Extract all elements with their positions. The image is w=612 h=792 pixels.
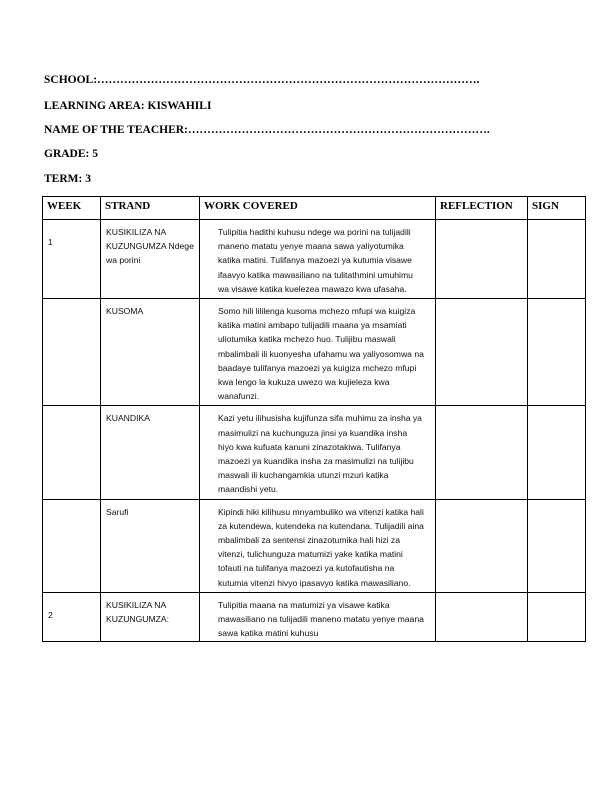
sign-cell [528, 592, 586, 641]
week-cell [43, 299, 101, 406]
table-row [43, 220, 586, 299]
term-line: TERM: 3 [44, 173, 91, 185]
week-cell [43, 406, 101, 499]
learning-area-line: LEARNING AREA: KISWAHILI [44, 100, 212, 112]
work-covered-cell: Tulipitia hadithi kuhusu ndege wa porini na tulijadili maneno matatu yenye maana sawa yaliyotumika katika matini. Tulifanya mazoezi ya kutumia visawe ifaavyo katika mawasiliano na tulitathmini umuhimu wa visawe katika kuelezea mawazo kwa ufasaha. [200, 220, 436, 299]
column-header-work-covered: WORK COVERED [200, 197, 436, 220]
school-line: SCHOOL:………………………………………………………………………………………. [44, 74, 480, 86]
reflection-cell [436, 299, 528, 406]
reflection-cell [436, 499, 528, 592]
table-row [43, 499, 586, 592]
sign-cell [528, 220, 586, 299]
column-header-reflection: REFLECTION [436, 197, 528, 220]
week-cell: 1 [43, 220, 101, 299]
strand-cell: KUSIKILIZA NA KUZUNGUMZA Ndege wa porini [101, 220, 200, 299]
work-covered-cell: Tulipitia maana na matumizi ya visawe katika mawasiliano na tulijadili maneno matatu yenye maana sawa katika matini kuhusu [200, 592, 436, 641]
scheme-of-work-table [42, 196, 586, 642]
sign-cell [528, 499, 586, 592]
reflection-cell [436, 592, 528, 641]
column-header-sign: SIGN [528, 197, 586, 220]
table-row [43, 592, 586, 641]
teacher-name-line: NAME OF THE TEACHER:……………………………………………………………………. [44, 124, 490, 136]
reflection-cell [436, 220, 528, 299]
work-covered-cell: Somo hili lililenga kusoma mchezo mfupi wa kuigiza katika matini ambapo tulijadili maana ya msamiati uliotumika katika mchezo huo. Tulijibu maswali mbalimbali ili kuonyesha ufahamu wa yaliyosomwa na baadaye tulifanya mazoezi ya kuigiza mchezo mfupi kwa lengo la kukuza uwezo wa kujieleza kwa wanafunzi. [200, 299, 436, 406]
strand-cell: KUSIKILIZA NA KUZUNGUMZA: [101, 592, 200, 641]
work-covered-cell: Kazi yetu ilihusisha kujifunza sifa muhimu za insha ya masimulizi na kuchunguza jinsi ya kuandika insha hiyo kwa kufuata kanuni zinazotakiwa. Tulifanya mazoezi ya kuandika insha za masimulizi na tulijibu maswali ili kuchangamkia utunzi mzuri katika maandishi yetu. [200, 406, 436, 499]
sign-cell [528, 299, 586, 406]
table-header-row [43, 197, 586, 220]
table-row [43, 299, 586, 406]
reflection-cell [436, 406, 528, 499]
grade-line: GRADE: 5 [44, 148, 98, 160]
strand-cell: KUSOMA [101, 299, 200, 406]
table-row [43, 406, 586, 499]
week-cell [43, 499, 101, 592]
column-header-week: WEEK [43, 197, 101, 220]
strand-cell: Sarufi [101, 499, 200, 592]
strand-cell: KUANDIKA [101, 406, 200, 499]
week-cell: 2 [43, 592, 101, 641]
column-header-strand: STRAND [101, 197, 200, 220]
work-covered-cell: Kipindi hiki kilihusu mnyambuliko wa vitenzi katika hali za kutendewa, kutendeka na kutendana. Tulijadili aina mbalimbali za sentensi zinazotumika hali hizi za vitenzi, tulichunguza matumizi yake katika matini tofauti na tulifanya mazoezi ya kutofautisha na kutumia vitenzi hivyo ipasavyo katika mawasiliano. [200, 499, 436, 592]
sign-cell [528, 406, 586, 499]
